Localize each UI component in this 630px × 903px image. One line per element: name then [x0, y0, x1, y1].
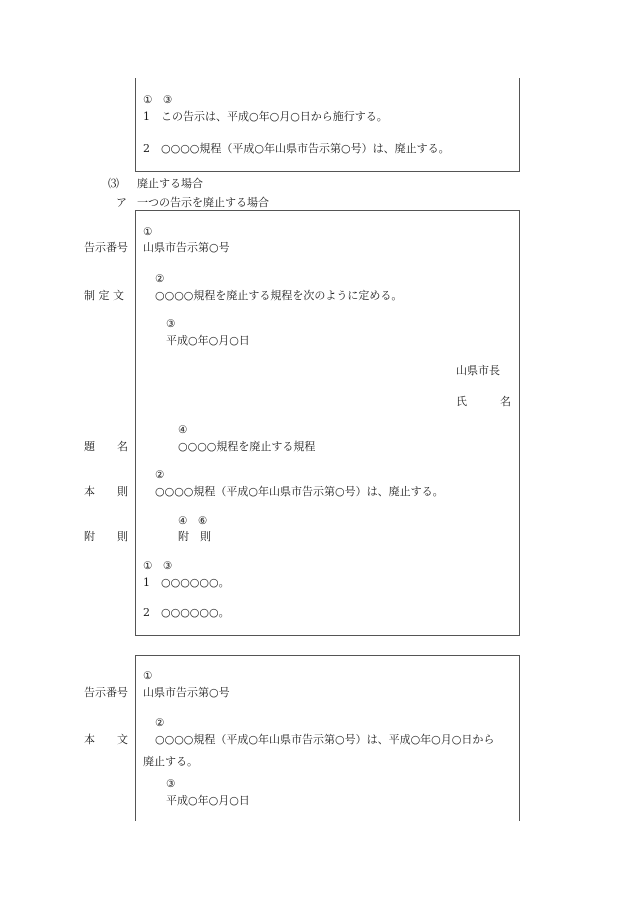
form1-notice-number: 山県市告示第○号 [143, 241, 230, 254]
form1-marker-3: ③ [166, 318, 176, 330]
top-box-bottom-border [135, 171, 520, 172]
form2-label-notice-no: 告示番号 [84, 686, 128, 699]
top-markers: ① ③ [143, 94, 173, 106]
form1-marker-7: ① ③ [143, 560, 173, 572]
form2-left-border [135, 655, 136, 821]
top-item-1: 1 この告示は、平成○年○月○日から施行する。 [143, 110, 388, 123]
form1-box [135, 210, 520, 636]
form2-notice-number: 山県市告示第○号 [143, 686, 230, 699]
form2-marker-2: ② [155, 717, 165, 729]
form1-title-text: ○○○○規程を廃止する規程 [178, 440, 316, 453]
subsection-heading: 一つの告示を廃止する場合 [137, 196, 269, 209]
form2-right-border [519, 655, 520, 821]
form1-label-supplementary: 附 則 [84, 530, 128, 543]
form1-marker-1: ① [143, 226, 153, 238]
form2-main-line-2: 廃止する。 [143, 755, 198, 768]
form2-marker-3: ③ [166, 778, 176, 790]
form1-label-title: 題 名 [84, 440, 128, 453]
form2-label-main: 本 文 [84, 733, 128, 746]
form2-main-line-1: ○○○○規程（平成○年山県市告示第○号）は、平成○年○月○日から [155, 733, 495, 746]
form2-date: 平成○年○月○日 [166, 794, 250, 807]
top-item-2: 2 ○○○○規程（平成○年山県市告示第○号）は、廃止する。 [143, 142, 450, 155]
top-box-right-border [519, 78, 520, 172]
form2-top-border [135, 655, 520, 656]
form1-marker-2: ② [155, 273, 165, 285]
subsection-label: ア [116, 196, 127, 209]
form1-supplementary-item-1: 1 ○○○○○○。 [143, 576, 230, 589]
form1-label-main: 本 則 [84, 485, 128, 498]
section-heading-number: ⑶ [108, 177, 119, 190]
form1-mayor: 山県市長 [456, 364, 500, 377]
form1-supplementary-heading: 附 則 [178, 530, 211, 543]
section-heading: 廃止する場合 [137, 177, 203, 190]
form2-marker-1: ① [143, 670, 153, 682]
form1-date: 平成○年○月○日 [166, 334, 250, 347]
form1-marker-6: ④ ⑥ [178, 515, 208, 527]
form1-enactment-text: ○○○○規程を廃止する規程を次のように定める。 [155, 289, 403, 302]
form1-main-text: ○○○○規程（平成○年山県市告示第○号）は、廃止する。 [155, 485, 444, 498]
form1-label-enactment: 制 定 文 [84, 289, 124, 302]
form1-label-notice-no: 告示番号 [84, 241, 128, 254]
top-box-left-border [135, 78, 136, 172]
form1-mayor-name: 氏 名 [456, 395, 511, 408]
form1-marker-4: ④ [178, 424, 188, 436]
form1-supplementary-item-2: 2 ○○○○○○。 [143, 606, 230, 619]
form1-marker-5: ② [155, 469, 165, 481]
